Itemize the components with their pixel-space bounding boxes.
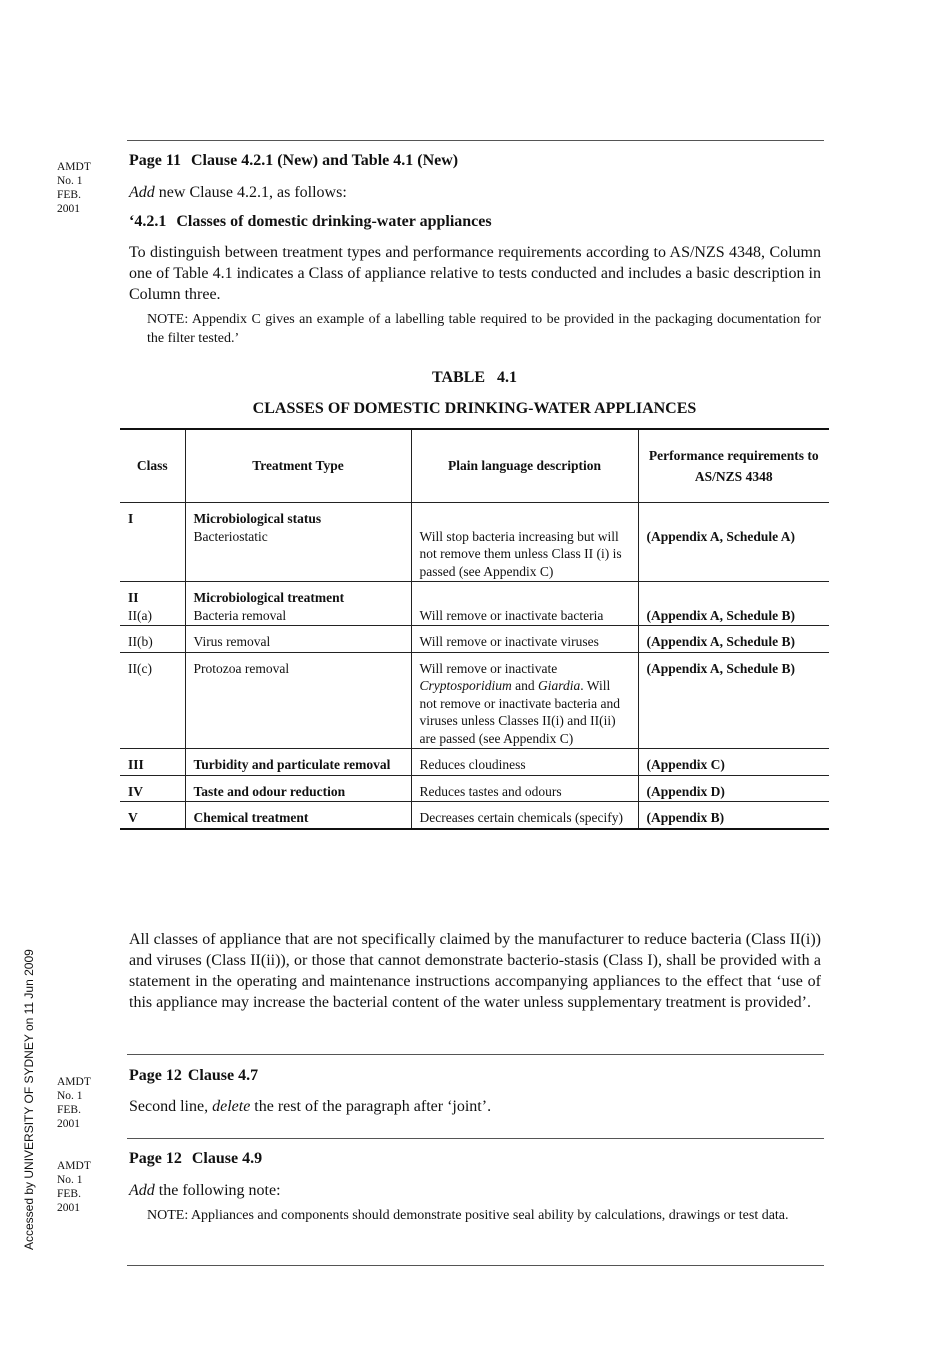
amdt-year: 2001 — [57, 1202, 80, 1214]
cell-performance: (Appendix B) — [638, 802, 829, 829]
description-part: and — [511, 678, 539, 693]
amdt-label: AMDT — [57, 161, 91, 173]
type-sub: Bacteriostatic — [193, 528, 268, 544]
section1-heading — [129, 152, 458, 170]
classes-table — [120, 428, 829, 830]
section1-page: Page 11 — [129, 152, 181, 169]
cell-type — [185, 582, 411, 626]
amendment-note-2 — [57, 1075, 91, 1131]
amdt-label: AMDT — [57, 1076, 91, 1088]
access-watermark: Accessed by UNIVERSITY OF SYDNEY on 11 Jun 2009 — [22, 949, 36, 1250]
rule-bottom — [127, 1265, 824, 1266]
cell-performance: (Appendix C) — [638, 749, 829, 776]
cell-type: Turbidity and particulate removal — [185, 749, 411, 776]
cell-type: Chemical treatment — [185, 802, 411, 829]
cell-description: Decreases certain chemicals (specify) — [411, 802, 638, 829]
instruction-part: the rest of the paragraph after ‘joint’. — [250, 1098, 492, 1115]
amendment-note-1 — [57, 160, 91, 216]
section2-clause: Clause 4.7 — [187, 1067, 259, 1084]
section2-instruction — [129, 1096, 821, 1117]
table-label: TABLE 4.1 — [431, 369, 518, 386]
instruction-verb: Add — [129, 1182, 155, 1199]
cell-type: Protozoa removal — [185, 652, 411, 749]
description-text: Will stop bacteria increasing but will not remove them unless Class II (i) is passed (see Appendix C) — [419, 528, 622, 579]
cell-performance: (Appendix A, Schedule B) — [638, 626, 829, 653]
cell-performance: (Appendix A, Schedule B) — [638, 652, 829, 749]
header-treatment-type: Treatment Type — [185, 429, 411, 503]
amdt-month: FEB. — [57, 189, 81, 201]
rule-top — [127, 140, 824, 141]
cell-type — [185, 503, 411, 582]
amendment-note-3 — [57, 1159, 91, 1215]
type-category: Microbiological status — [193, 511, 322, 526]
clause-number: ‘4.2.1 — [129, 213, 167, 230]
table-row — [120, 652, 829, 749]
section1-instruction — [129, 182, 821, 203]
table-row — [120, 775, 829, 802]
section3-note: NOTE: Appliances and components should demonstrate positive seal ability by calculations, drawings or test data. — [147, 1208, 789, 1223]
organism-name: Cryptosporidium — [419, 678, 512, 693]
amdt-label: AMDT — [57, 1160, 91, 1172]
header-description: Plain language description — [411, 429, 638, 503]
amdt-year: 2001 — [57, 203, 80, 215]
section3-clause: Clause 4.9 — [191, 1150, 263, 1167]
instruction-part: Second line, — [129, 1098, 213, 1115]
amdt-number: No. 1 — [57, 175, 83, 187]
section2-heading — [129, 1067, 258, 1085]
cell-type: Virus removal — [185, 626, 411, 653]
cell-description: Will remove or inactivate viruses — [411, 626, 638, 653]
cell-description: Reduces tastes and odours — [411, 775, 638, 802]
amdt-number: No. 1 — [57, 1174, 83, 1186]
rule-section2 — [127, 1054, 824, 1055]
instruction-verb: Add — [129, 184, 155, 201]
cell-description — [411, 582, 638, 626]
cell-description: Reduces cloudiness — [411, 749, 638, 776]
cell-class: III — [120, 749, 185, 776]
cell-class — [120, 582, 185, 626]
organism-name: Giardia — [538, 678, 581, 693]
performance-text: (Appendix A, Schedule A) — [646, 528, 796, 544]
cell-performance — [638, 503, 829, 582]
cell-class: II(b) — [120, 626, 185, 653]
description-part: . Will not remove or inactivate bacteria and viruses unless Classes II(i) and II(ii) are passed (see Appendix C) — [419, 678, 621, 746]
type-sub: Bacteria removal — [193, 607, 287, 623]
section3-heading — [129, 1150, 262, 1168]
amdt-number: No. 1 — [57, 1090, 83, 1102]
description-part: Will remove or inactivate — [419, 660, 558, 676]
cell-type: Taste and odour reduction — [185, 775, 411, 802]
header-performance: Performance requirements to AS/NZS 4348 — [638, 429, 829, 503]
rule-section3 — [127, 1138, 824, 1139]
section1-clause: Clause 4.2.1 (New) and Table 4.1 (New) — [191, 152, 459, 169]
after-table-paragraph: All classes of appliance that are not specifically claimed by the manufacturer to reduce bacteria (Class II(i)) and viruses (Class II(ii)), or those that cannot demonstrate bacterio-stasis (Class I), shall be provided with a statement in the operating and maintenance instructions accompanying appliances to the effect that ‘use of this appliance may increase the bacterial content of the water unless supplementary treatment is provided’. — [129, 931, 821, 1011]
table-row — [120, 582, 829, 626]
clause-title: Classes of domestic drinking-water appliances — [176, 213, 492, 230]
cell-performance — [638, 582, 829, 626]
amdt-month: FEB. — [57, 1188, 81, 1200]
instruction-rest: the following note: — [154, 1182, 281, 1199]
table-row — [120, 503, 829, 582]
type-category: Microbiological treatment — [193, 590, 345, 605]
clause-paragraph: To distinguish between treatment types and performance requirements according to AS/NZS 4348, Column one of Table 4.1 indicates a Class of appliance relative to tests conducted and includes a basic description in Column three. — [129, 244, 821, 303]
performance-text: (Appendix A, Schedule B) — [646, 607, 796, 623]
section2-page: Page 12 — [129, 1067, 182, 1084]
cell-description — [411, 503, 638, 582]
table-header-row — [120, 429, 829, 503]
section3-instruction — [129, 1180, 821, 1201]
class-main: II — [128, 590, 139, 605]
table-row — [120, 626, 829, 653]
amdt-year: 2001 — [57, 1118, 80, 1130]
cell-class: V — [120, 802, 185, 829]
instruction-rest: new Clause 4.2.1, as follows: — [154, 184, 347, 201]
amdt-month: FEB. — [57, 1104, 81, 1116]
cell-class: IV — [120, 775, 185, 802]
instruction-verb: delete — [212, 1098, 251, 1115]
cell-class: I — [120, 503, 185, 582]
clause-heading — [129, 213, 492, 231]
cell-performance: (Appendix D) — [638, 775, 829, 802]
header-class: Class — [120, 429, 185, 503]
cell-description — [411, 652, 638, 749]
description-text: Will remove or inactivate bacteria — [419, 607, 604, 623]
table-row — [120, 802, 829, 829]
clause-note: NOTE: Appendix C gives an example of a labelling table required to be provided in the packaging documentation for the filter tested.’ — [147, 312, 821, 346]
class-sub: II(a) — [128, 607, 152, 623]
cell-class: II(c) — [120, 652, 185, 749]
table-row — [120, 749, 829, 776]
table-title: CLASSES OF DOMESTIC DRINKING-WATER APPLIANCES — [252, 400, 697, 417]
section3-page: Page 12 — [129, 1150, 182, 1167]
